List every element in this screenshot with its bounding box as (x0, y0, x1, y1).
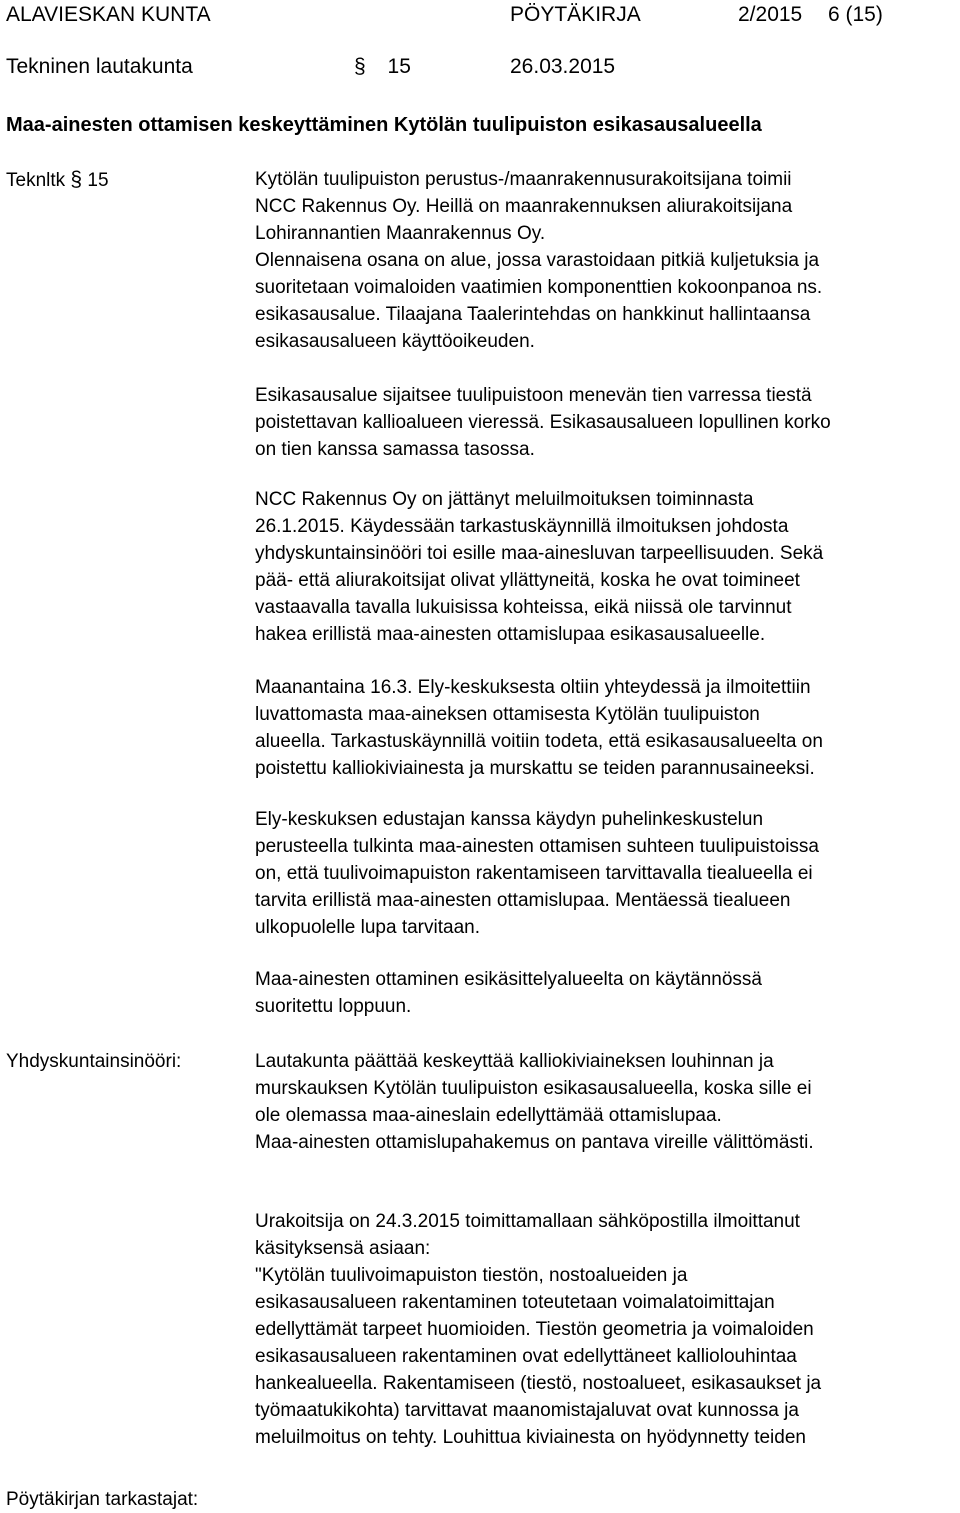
text-line: käsityksensä asiaan: (255, 1238, 431, 1259)
reference-number: 15 (87, 170, 109, 191)
text-line: ulkopuolelle lupa tarvitaan. (255, 917, 480, 938)
text-line: pää- että aliurakoitsijat olivat yllättyneitä, koska he ovat toimineet (255, 570, 800, 591)
text-line: esikasausalue. Tilaajana Taalerintehdas on hankkinut hallintaansa (255, 304, 811, 325)
paragraph-6 (255, 966, 955, 1020)
reference-symbol: § (70, 168, 83, 191)
paragraph-3 (255, 486, 955, 648)
text-line: 26.1.2015. Käydessään tarkastuskäynnillä ilmoituksen johdosta (255, 516, 789, 537)
text-line: Kytölän tuulipuiston perustus-/maanrakennusurakoitsijana toimii (255, 169, 792, 190)
meeting-date: 26.03.2015 (510, 55, 616, 78)
text-line: NCC Rakennus Oy on jättänyt meluilmoituksen toiminnasta (255, 489, 754, 510)
text-line: Ely-keskuksen edustajan kanssa käydyn puhelinkeskustelun (255, 809, 764, 830)
text-line: Esikasausalue sijaitsee tuulipuistoon menevän tien varressa tiestä (255, 385, 812, 406)
text-line: Maanantaina 16.3. Ely-keskuksesta oltiin yhteydessä ja ilmoitettiin (255, 677, 811, 698)
text-line: Maa-ainesten ottamislupahakemus on pantava vireille välittömästi. (255, 1132, 814, 1153)
section-ref (354, 54, 411, 80)
org-name: ALAVIESKAN KUNTA (6, 3, 211, 26)
section-symbol: § (354, 55, 366, 78)
text-line: ole olemassa maa-aineslain edellyttämää ottamislupaa. (255, 1105, 722, 1126)
text-line: esikasausalueen rakentaminen ovat edellyttäneet kalliolouhintaa (255, 1346, 797, 1367)
decision-paragraph (255, 1048, 955, 1156)
text-line: on, että tuulivoimapuiston rakentamiseen tarvittavalla tiealueella ei (255, 863, 813, 884)
text-line: Olennaisena osana on alue, jossa varastoidaan pitkiä kuljetuksia ja (255, 250, 820, 271)
doc-number: 2/2015 (738, 3, 803, 26)
text-line: Lautakunta päättää keskeyttää kalliokiviaineksen louhinnan ja (255, 1051, 774, 1072)
text-line: Urakoitsija on 24.3.2015 toimittamallaan sähköpostilla ilmoittanut (255, 1211, 800, 1232)
reference-label (6, 166, 109, 194)
text-line: hakea erillistä maa-ainesten ottamislupaa esikasausalueelle. (255, 624, 766, 645)
text-line: yhdyskuntainsinööri toi esille maa-ainesluvan tarpeellisuuden. Sekä (255, 543, 824, 564)
paragraph-4 (255, 674, 955, 782)
section-number: 15 (387, 55, 411, 78)
text-line: on tien kanssa samassa tasossa. (255, 439, 535, 460)
text-line: esikasausalueen käyttöoikeuden. (255, 331, 535, 352)
text-line: tarvita erillistä maa-ainesten ottamislupaa. Mentäessä tiealueen (255, 890, 791, 911)
text-line: suoritettu loppuun. (255, 996, 412, 1017)
text-line: murskauksen Kytölän tuulipuiston esikasausalueella, koska sille ei (255, 1078, 812, 1099)
paragraph-8 (255, 1208, 955, 1451)
paragraph-2 (255, 382, 955, 463)
text-line: edellyttämät tarpeet huomioiden. Tiestön geometria ja voimaloiden (255, 1319, 814, 1340)
checkers-label: Pöytäkirjan tarkastajat: (6, 1489, 199, 1510)
reference-prefix: Teknltk (6, 170, 66, 191)
board-name: Tekninen lautakunta (6, 55, 193, 78)
text-line: "Kytölän tuulivoimapuiston tiestön, nostoalueiden ja (255, 1265, 688, 1286)
text-line: alueella. Tarkastuskäynnillä voitiin todeta, että esikasausalueelta on (255, 731, 823, 752)
text-line: esikasausalueen rakentaminen toteutetaan voimalatoimittajan (255, 1292, 775, 1313)
text-line: suoritetaan voimaloiden vaatimien komponenttien kokoonpanoa ns. (255, 277, 823, 298)
text-line: luvattomasta maa-aineksen ottamisesta Kytölän tuulipuiston (255, 704, 760, 725)
doc-type: PÖYTÄKIRJA (510, 3, 641, 26)
text-line: hankealueella. Rakentamiseen (tiestö, nostoalueet, esikasaukset ja (255, 1373, 822, 1394)
text-line: vastaavalla tavalla lukuisissa kohteissa, eikä niissä ole tarvinnut (255, 597, 792, 618)
item-title: Maa-ainesten ottamisen keskeyttäminen Kytölän tuulipuiston esikasausalueella (6, 114, 762, 136)
text-line: Lohirannantien Maanrakennus Oy. (255, 223, 546, 244)
page-number: 6 (15) (828, 3, 883, 26)
text-line: poistettavan kallioalueen vieressä. Esikasausalueen lopullinen korko (255, 412, 831, 433)
text-line: NCC Rakennus Oy. Heillä on maanrakennuksen aliurakoitsijana (255, 196, 793, 217)
text-line: poistettu kalliokiviainesta ja murskattu se teiden parannusaineeksi. (255, 758, 815, 779)
text-line: perusteella tulkinta maa-ainesten ottamisen suhteen tuulipuistoissa (255, 836, 819, 857)
text-line: Maa-ainesten ottaminen esikäsittelyalueelta on käytännössä (255, 969, 762, 990)
paragraph-1 (255, 166, 955, 355)
paragraph-5 (255, 806, 955, 941)
text-line: työmaatukikohta) tarvittavat maanomistajaluvat ovat kunnossa ja (255, 1400, 799, 1421)
text-line: meluilmoitus on tehty. Louhittua kiviainesta on hyödynnetty teiden (255, 1427, 806, 1448)
proposer-label: Yhdyskuntainsinööri: (6, 1051, 182, 1072)
